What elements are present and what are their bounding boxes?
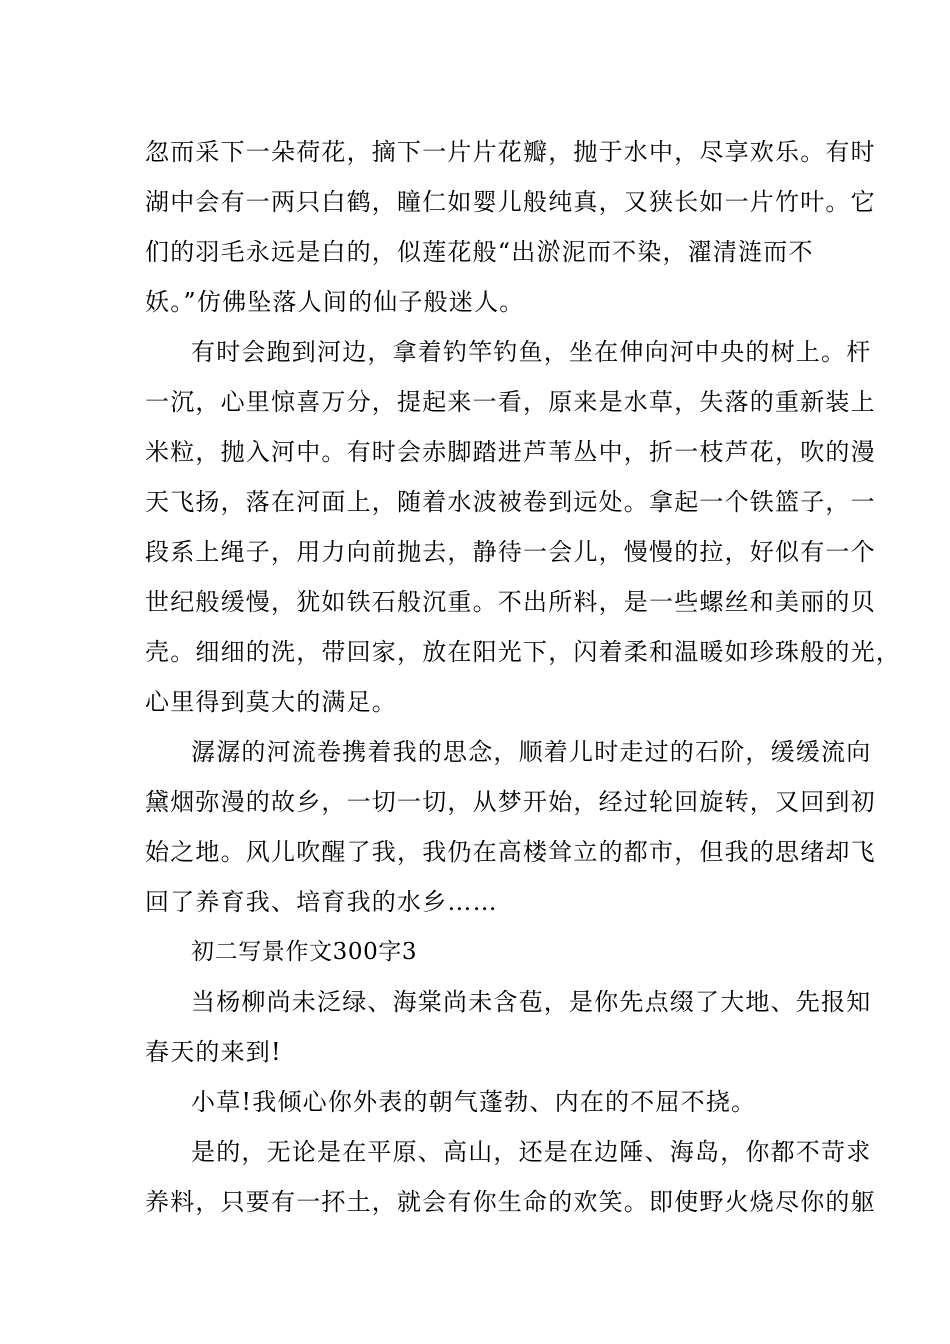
text-line: 始之地。风儿吹醒了我，我仍在高楼耸立的都市，但我的思绪却飞 xyxy=(145,838,876,866)
text-line: 湖中会有一两只白鹤，瞳仁如婴儿般纯真，又狭长如一片竹叶。它 xyxy=(145,188,876,216)
text-line: 们的羽毛永远是白的，似莲花般“出淤泥而不染，濯清涟而不 xyxy=(145,238,814,266)
text-line: 忽而采下一朵荷花，摘下一片片花瓣，抛于水中，尽享欢乐。有时 xyxy=(145,138,876,166)
text-line: 有时会跑到河边，拿着钓竿钓鱼，坐在伸向河中央的树上。杆 xyxy=(191,338,872,366)
text-line: 回了养育我、培育我的水乡…… xyxy=(145,888,498,916)
text-line: 当杨柳尚未泛绿、海棠尚未含苞，是你先点缀了大地、先报知 xyxy=(191,988,872,1016)
text-line: 天飞扬，落在河面上，随着水波被卷到远处。拿起一个铁篮子，一 xyxy=(145,488,876,516)
heading-text: 初二写景作文300字3 xyxy=(191,939,418,965)
text-line: 潺潺的河流卷携着我的思念，顺着儿时走过的石阶，缓缓流向 xyxy=(191,738,872,766)
text-line: 是的，无论是在平原、高山，还是在边陲、海岛，你都不苛求 xyxy=(191,1138,872,1166)
text-line: 妖。”仿佛坠落人间的仙子般迷人。 xyxy=(145,288,525,316)
text-line: 米粒，抛入河中。有时会赤脚踏进芦苇丛中，折一枝芦花，吹的漫 xyxy=(145,438,876,466)
text-line: 壳。细细的洗，带回家，放在阳光下，闪着柔和温暖如珍珠般的光， xyxy=(145,638,901,666)
text-line: 小草!我倾心你外表的朝气蓬勃、内在的不屈不挠。 xyxy=(191,1088,757,1116)
text-line: 养料，只要有一抔土，就会有你生命的欢笑。即使野火烧尽你的躯 xyxy=(145,1188,876,1216)
text-line: 世纪般缓慢，犹如铁石般沉重。不出所料，是一些螺丝和美丽的贝 xyxy=(145,588,876,616)
text-line: 段系上绳子，用力向前抛去，静待一会儿，慢慢的拉，好似有一个 xyxy=(145,538,876,566)
text-line: 春天的来到! xyxy=(145,1038,282,1066)
text-line: 黛烟弥漫的故乡，一切一切，从梦开始，经过轮回旋转，又回到初 xyxy=(145,788,876,816)
text-line: 心里得到莫大的满足。 xyxy=(145,688,397,716)
text-line: 一沉，心里惊喜万分，提起来一看，原来是水草，失落的重新装上 xyxy=(145,388,876,416)
